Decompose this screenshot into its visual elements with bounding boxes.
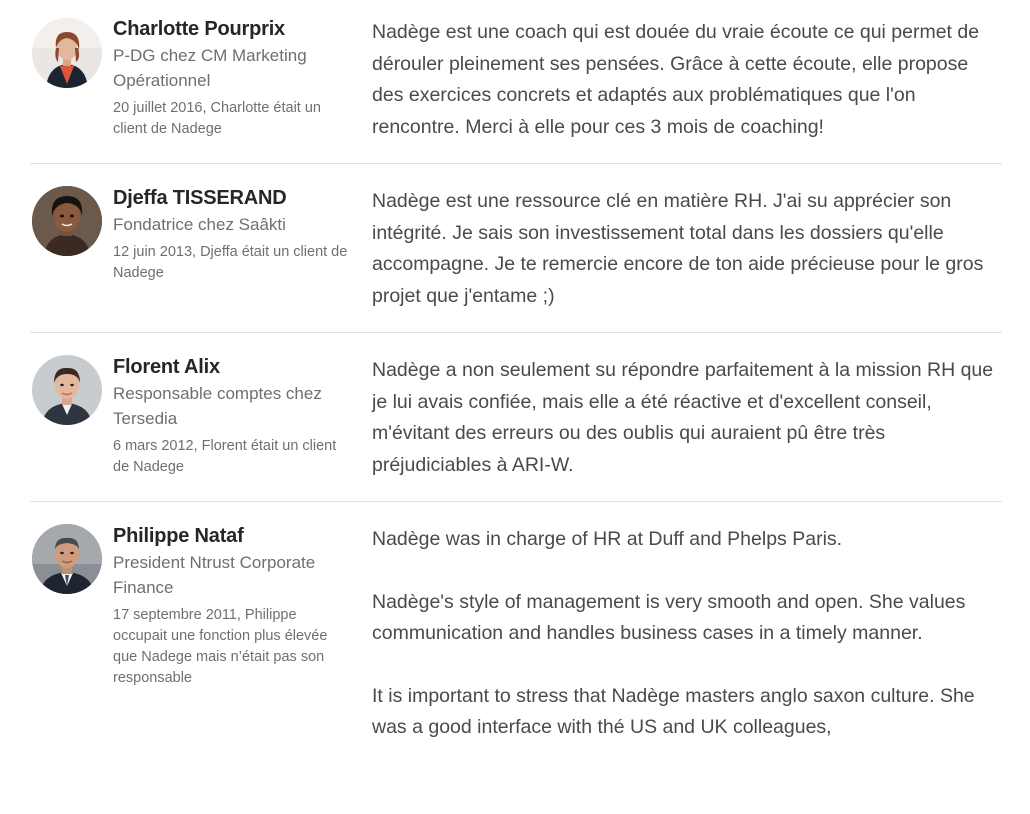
recommender-headline: President Ntrust Corporate Finance	[113, 553, 316, 597]
recommendations-list	[30, 0, 1002, 814]
recommendation-text	[372, 524, 1002, 744]
recommendation-text	[372, 17, 1002, 143]
avatar[interactable]	[32, 355, 102, 425]
avatar-photo	[32, 524, 102, 594]
recommendation-paragraph: Nadège's style of management is very smooth and open. She values communication and handles business cases in a timely manner.	[372, 590, 966, 644]
avatar[interactable]	[32, 524, 102, 594]
recommender-name[interactable]: Djeffa TISSERAND	[113, 187, 287, 209]
avatar-photo	[32, 355, 102, 425]
recommendation-item	[30, 164, 1002, 333]
recommendation-item	[30, 502, 1002, 814]
recommendation-meta: 6 mars 2012, Florent était un client de Nadege	[113, 438, 337, 475]
recommender-headline: P-DG chez CM Marketing Opérationnel	[113, 46, 307, 90]
recommender-name[interactable]: Philippe Nataf	[113, 525, 244, 547]
recommendation-item	[30, 0, 1002, 164]
recommendation-item	[30, 333, 1002, 502]
recommendation-meta: 17 septembre 2011, Philippe occupait une fonction plus élevée que Nadege mais n’était pas son responsable	[113, 607, 328, 686]
recommendation-paragraph: Nadège was in charge of HR at Duff and Phelps Paris.	[372, 528, 843, 550]
avatar[interactable]	[32, 18, 102, 88]
recommendation-paragraph: Nadège a non seulement su répondre parfaitement à la mission RH que je lui avais confiée, mais elle a été réactive et d'excellent conseil, m'évitant des erreurs ou des oublis qui auraient pû être très préjudiciables à ARI-W.	[372, 359, 994, 476]
recommender-name[interactable]: Charlotte Pourprix	[113, 18, 285, 40]
recommender-info	[113, 354, 353, 478]
recommendation-paragraph: Nadège est une ressource clé en matière RH. J'ai su apprécier son intégrité. Je sais son investissement total dans les dossiers qu'elle accompagne. Je te remercie encore de ton aide précieuse pour le gros projet que j'entame ;)	[372, 190, 984, 307]
recommendation-paragraph: Nadège est une coach qui est douée du vraie écoute ce qui permet de dérouler pleinement ses pensées. Grâce à cette écoute, elle propose des exercices concrets et adaptés aux problématiques que l'on rencontre. Merci à elle pour ces 3 mois de coaching!	[372, 21, 980, 138]
recommender-headline: Responsable comptes chez Tersedia	[113, 384, 322, 428]
recommendation-text	[372, 355, 1002, 481]
avatar-photo	[32, 18, 102, 88]
recommender-info	[113, 185, 353, 284]
recommendation-meta: 12 juin 2013, Djeffa était un client de Nadege	[113, 244, 348, 281]
recommendation-meta: 20 juillet 2016, Charlotte était un client de Nadege	[113, 100, 321, 137]
recommender-name[interactable]: Florent Alix	[113, 356, 220, 378]
recommender-headline: Fondatrice chez Saâkti	[113, 215, 286, 234]
recommender-info	[113, 523, 353, 689]
avatar-photo	[32, 186, 102, 256]
recommendation-text	[372, 186, 1002, 312]
recommendation-paragraph: It is important to stress that Nadège masters anglo saxon culture. She was a good interface with thé US and UK colleagues,	[372, 684, 975, 738]
avatar[interactable]	[32, 186, 102, 256]
recommender-info	[113, 16, 353, 140]
